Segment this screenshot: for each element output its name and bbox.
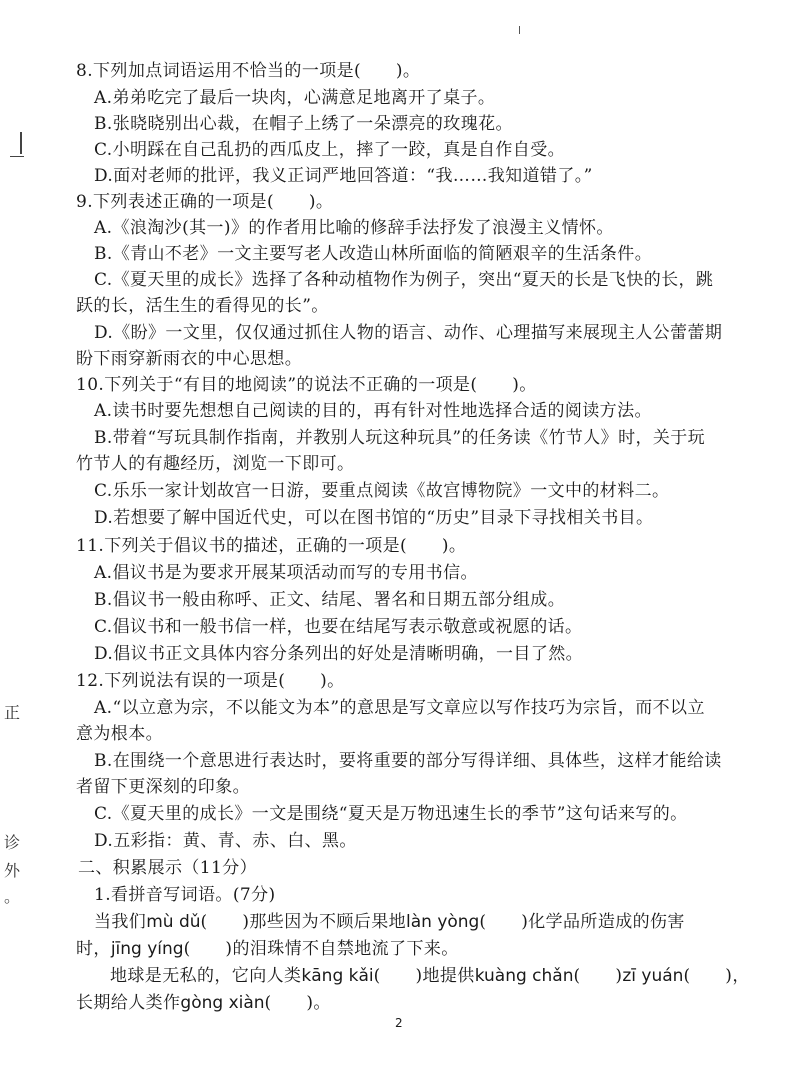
question-12-option-b-cont: 者留下更深刻的印象。 [76, 777, 250, 797]
pinyin-lan-yong: làn yòng [406, 912, 480, 932]
pinyin-line-2: 时，jīng yíng( )的泪珠情不自禁地流了下来。 [76, 939, 459, 959]
margin-char: 。 [4, 887, 21, 906]
question-12-option-a-cont: 意为根本。 [76, 724, 163, 744]
question-12-option-b: B.在围绕一个意思进行表达时，要将重要的部分写得详细、具体些，这样才能给读 [94, 751, 722, 771]
question-9-option-d: D.《盼》一文里，仅仅通过抓住人物的语言、动作、心理描写来展现主人公蕾蕾期 [94, 323, 723, 343]
answer-blank[interactable]: ( ) [683, 966, 733, 986]
answer-blank[interactable]: ( ) [373, 966, 423, 986]
question-11-option-d: D.倡议书正文具体内容分条列出的好处是清晰明确，一目了然。 [94, 644, 584, 664]
question-9-option-a: A.《浪淘沙(其一)》的作者用比喻的修辞手法抒发了浪漫主义情怀。 [94, 218, 614, 238]
margin-char: 诊 [4, 833, 21, 852]
question-11-option-c: C.倡议书和一般书信一样，也要在结尾写表示敬意或祝愿的话。 [94, 617, 583, 637]
scan-mark [519, 26, 520, 34]
pinyin-line-4: 长期给人类作gòng xiàn( )。 [76, 993, 331, 1013]
question-10-option-d: D.若想要了解中国近代史，可以在图书馆的“历史”目录下寻找相关书目。 [94, 508, 654, 528]
pinyin-kuang-chan: kuàng chǎn [474, 966, 574, 986]
question-9-option-d-cont: 盼下雨穿新雨衣的中心思想。 [76, 349, 303, 369]
question-10-option-a: A.读书时要先想想自己阅读的目的，再有针对性地选择合适的阅读方法。 [94, 401, 652, 421]
pinyin-zi-yuan: zī yuán [622, 966, 684, 986]
question-11-stem: 11.下列关于倡议书的描述，正确的一项是( )。 [76, 536, 467, 556]
question-9-stem: 9.下列表述正确的一项是( )。 [76, 192, 334, 212]
margin-char: 外 [4, 861, 21, 880]
question-8-stem: 8.下列加点词语运用不恰当的一项是( )。 [76, 61, 421, 81]
question-8-option-b: B.张晓晓别出心裁，在帽子上绣了一朵漂亮的玫瑰花。 [94, 114, 513, 134]
question-12-option-c: C.《夏天里的成长》一文是围绕“夏天是万物迅速生长的季节”这句话来写的。 [94, 804, 688, 824]
question-11-option-a: A.倡议书是为要求开展某项活动而写的专用书信。 [94, 563, 478, 583]
question-12-option-d: D.五彩指：黄、青、赤、白、黑。 [94, 831, 357, 851]
answer-blank[interactable]: ( ) [264, 993, 314, 1013]
binding-mark [10, 132, 24, 157]
page-number: 2 [395, 1016, 403, 1030]
question-8-option-a: A.弟弟吃完了最后一块肉，心满意足地离开了桌子。 [94, 88, 496, 108]
answer-blank[interactable]: ( ) [200, 912, 250, 932]
section-2-sub-1: 1.看拼音写词语。(7分) [94, 885, 276, 905]
question-12-option-a: A.“以立意为宗，不以能文为本”的意思是写文章应以写作技巧为宗旨，而不以立 [94, 698, 705, 718]
question-10-stem: 10.下列关于“有目的地阅读”的说法不正确的一项是( )。 [76, 375, 537, 395]
pinyin-line-3: 地球是无私的，它向人类kāng kǎi( )地提供kuàng chǎn( )zī yuán( )， [110, 966, 750, 986]
answer-blank[interactable]: ( ) [573, 966, 623, 986]
pinyin-line-1: 当我们mù dǔ( )那些因为不顾后果地làn yòng( )化学品所造成的伤害 [94, 912, 685, 932]
question-9-option-b: B.《青山不老》一文主要写老人改造山林所面临的简陋艰辛的生活条件。 [94, 244, 653, 264]
answer-blank[interactable]: ( ) [479, 912, 529, 932]
question-8-option-c: C.小明踩在自己乱扔的西瓜皮上，摔了一跤，真是自作自受。 [94, 140, 566, 160]
question-10-option-b-cont: 竹节人的有趣经历，浏览一下即可。 [76, 454, 355, 474]
answer-blank[interactable]: ( ) [183, 939, 233, 959]
question-9-option-c-cont: 跃的长，活生生的看得见的长”。 [76, 296, 329, 316]
pinyin-jing-ying: jīng yíng [110, 939, 184, 959]
pinyin-kang-kai: kāng kǎi [301, 966, 374, 986]
section-2-title: 二、积累展示（11分） [78, 858, 258, 878]
question-10-option-c: C.乐乐一家计划故宫一日游，要重点阅读《故宫博物院》一文中的材料二。 [94, 481, 670, 501]
question-11-option-b: B.倡议书一般由称呼、正文、结尾、署名和日期五部分组成。 [94, 590, 566, 610]
question-8-option-d: D.面对老师的批评，我义正词严地回答道：“我……我知道错了。” [94, 166, 593, 186]
pinyin-gong-xian: gòng xiàn [180, 993, 265, 1013]
margin-char: 正 [4, 703, 21, 722]
question-10-option-b: B.带着“写玩具制作指南，并教别人玩这种玩具”的任务读《竹节人》时，关于玩 [94, 428, 706, 448]
pinyin-mu-du: mù dǔ [146, 912, 201, 932]
question-12-stem: 12.下列说法有误的一项是( )。 [76, 671, 345, 691]
question-9-option-c: C.《夏天里的成长》选择了各种动植物作为例子，突出“夏天的长是飞快的长，跳 [94, 270, 714, 290]
